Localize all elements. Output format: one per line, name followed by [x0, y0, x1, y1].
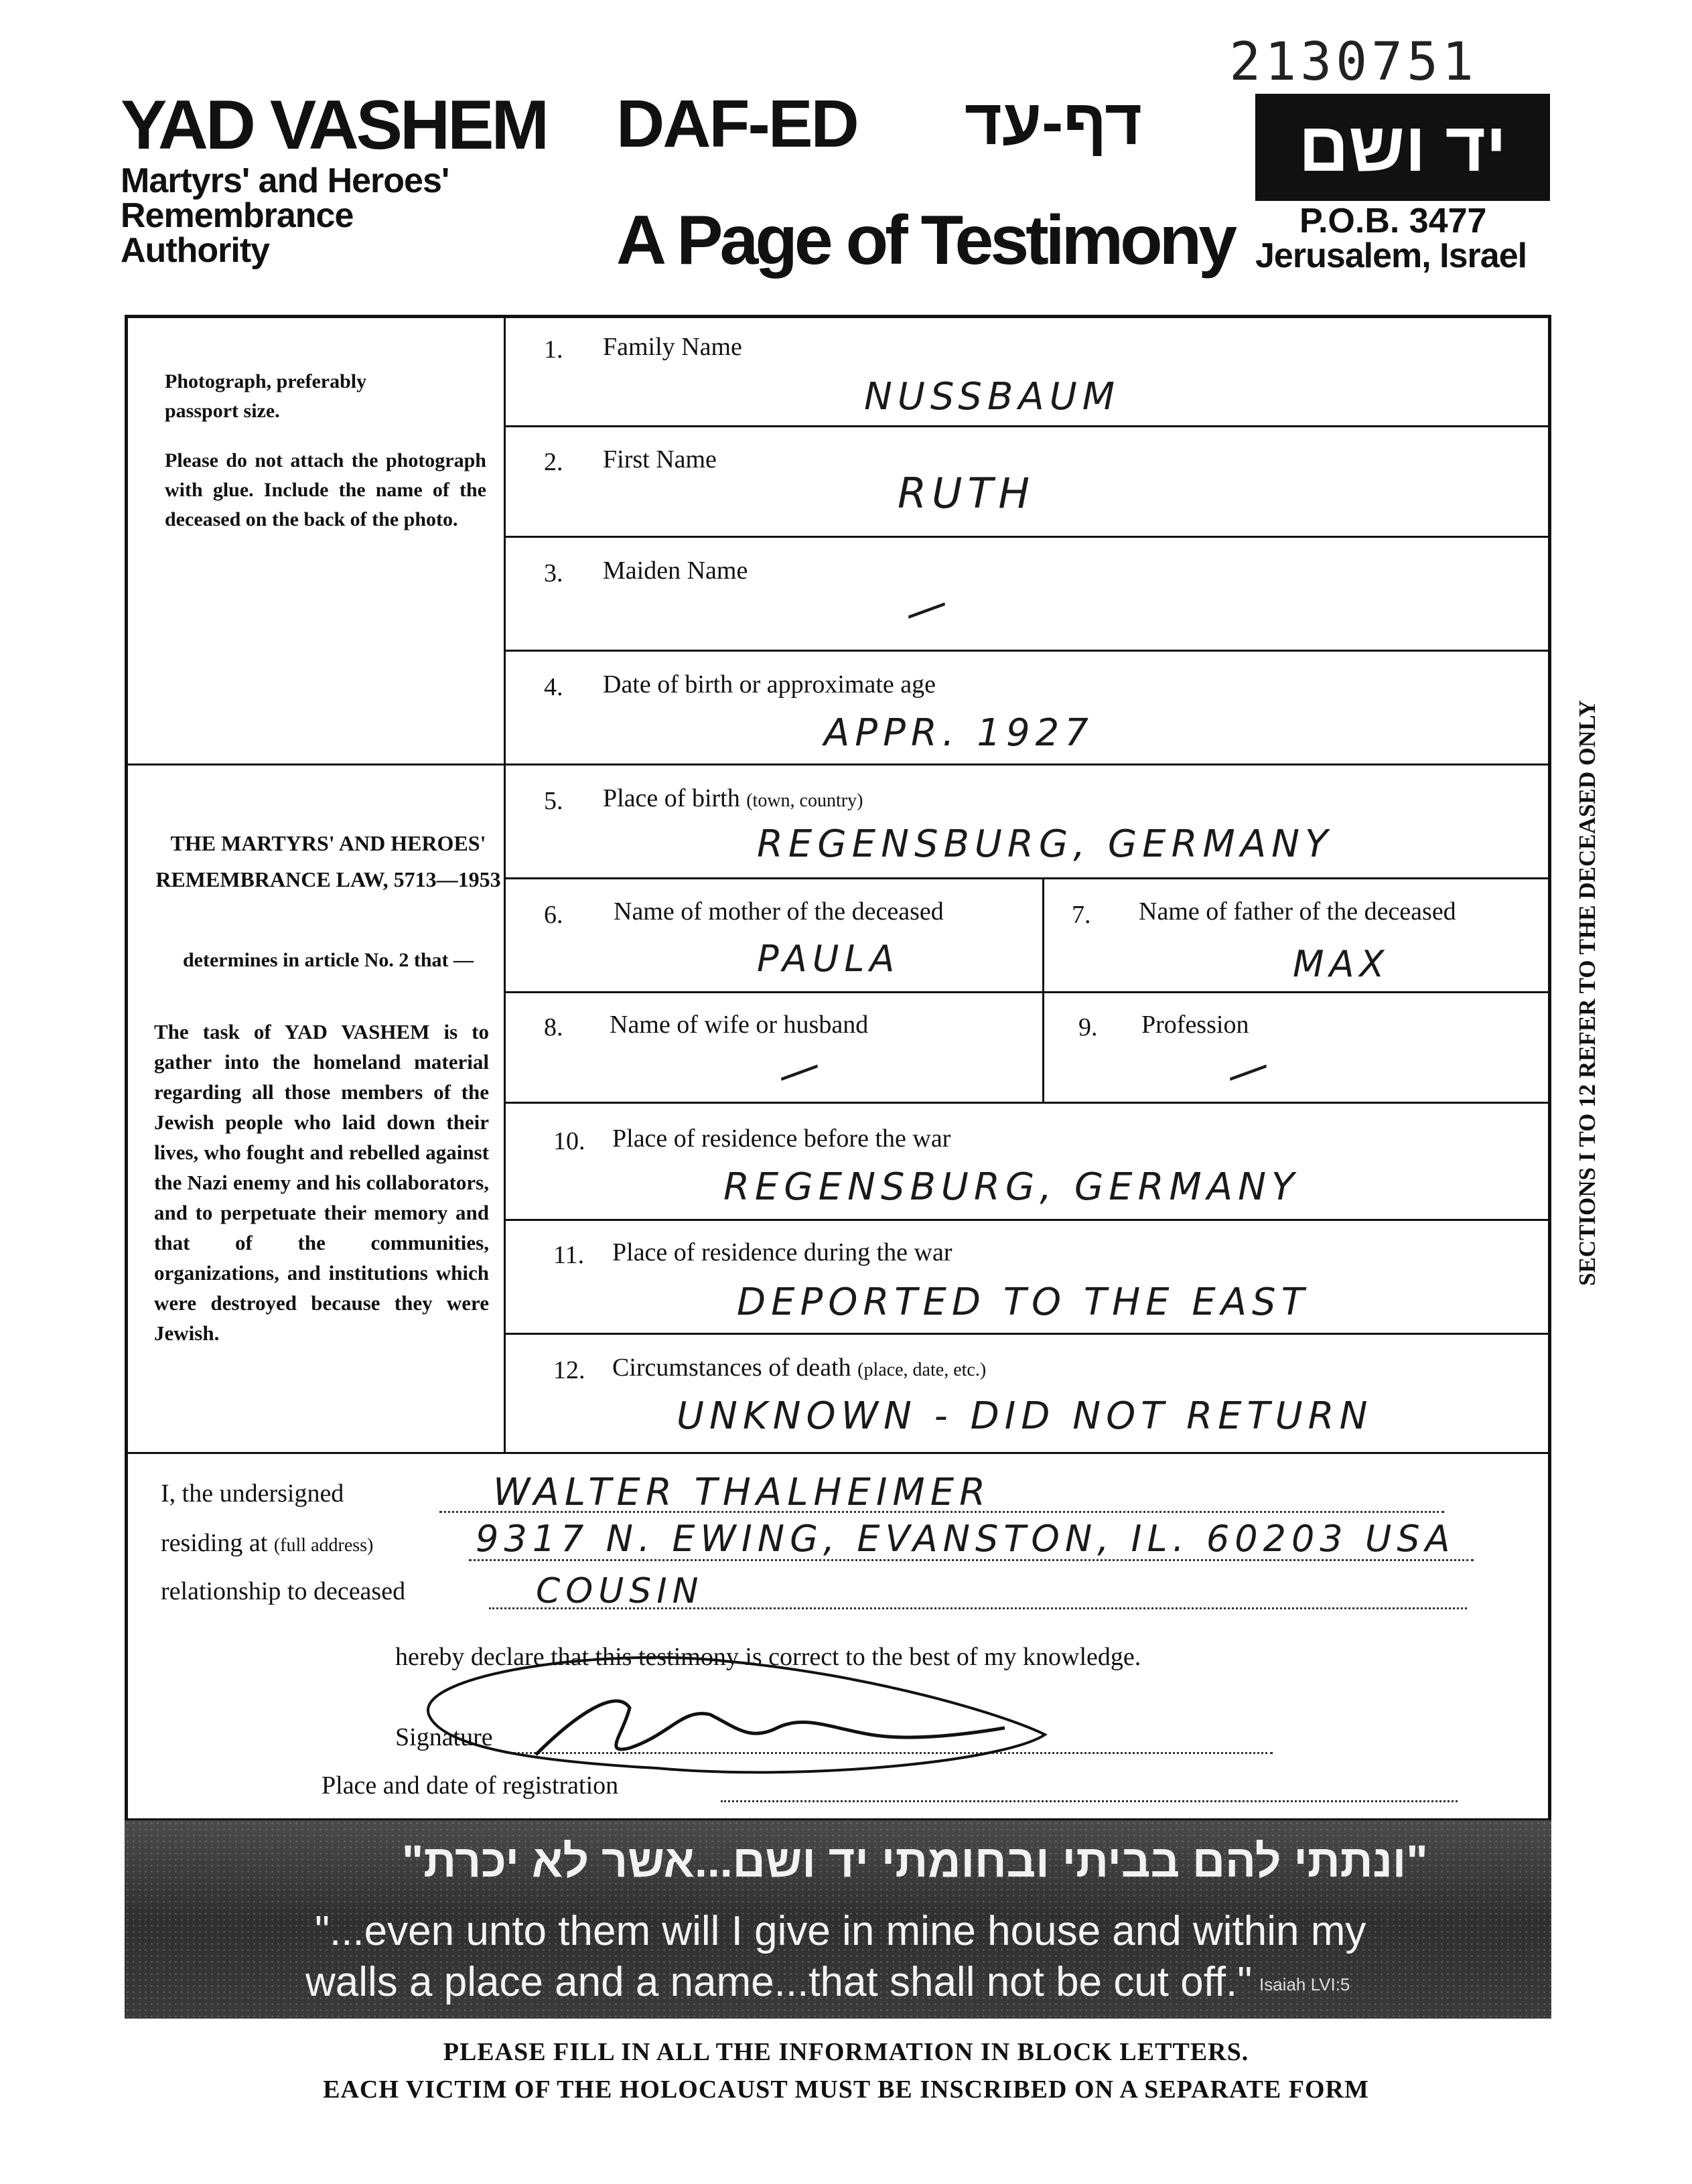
row-divider [504, 877, 1551, 879]
declaration-divider [125, 1452, 1551, 1454]
residence-during-war-value[interactable]: DEPORTED TO THE EAST [737, 1281, 1310, 1324]
field-number: 10. [553, 1127, 585, 1155]
instruction-note: EACH VICTIM OF THE HOLOCAUST MUST BE INSCRIBED ON A SEPARATE FORM [323, 2076, 1369, 2104]
photo-instructions: Please do not attach the photograph with glue. Include the name of the deceased on the back of the photo. [165, 449, 486, 530]
undersigned-label: I, the undersigned [161, 1479, 344, 1508]
photo-hint [165, 367, 446, 426]
field-label-place-of-birth [603, 784, 863, 813]
field-number: 8. [544, 1013, 563, 1041]
row-divider [504, 991, 1551, 993]
field-label-first-name: First Name [603, 445, 717, 474]
field-label-residence-before-war: Place of residence before the war [612, 1124, 951, 1153]
relationship-value[interactable]: COUSIN [536, 1571, 704, 1611]
photo-hint-line: passport size. [165, 400, 280, 422]
father-name-value[interactable]: MAX [1293, 943, 1390, 985]
org-name: YAD VASHEM [121, 86, 547, 164]
photo-section-divider [125, 763, 504, 766]
org-subtitle-line: Authority [121, 231, 270, 270]
yad-vashem-logo: יד ושם [1255, 94, 1550, 201]
field-number: 11. [553, 1241, 585, 1269]
field-number: 2. [544, 448, 563, 476]
field-number: 3. [544, 559, 563, 587]
row-divider [504, 650, 1551, 652]
first-name-value[interactable]: RUTH [898, 469, 1035, 518]
place-of-birth-value[interactable]: REGENSBURG, GERMANY [757, 822, 1334, 866]
field-label-hint: (town, country) [746, 790, 863, 811]
field-label-mother-name: Name of mother of the deceased [614, 897, 944, 926]
daf-ed-title: DAF-ED [616, 86, 857, 161]
residing-label [161, 1528, 373, 1558]
registration-line [721, 1800, 1458, 1802]
residing-value[interactable]: 9317 N. EWING, EVANSTON, IL. 60203 USA [476, 1518, 1456, 1560]
page-title: A Page of Testimony [616, 202, 1235, 279]
law-title: THE MARTYRS' AND HEROES' REMEMBRANCE LAW, 5713—1953 [155, 831, 501, 891]
city-address: Jerusalem, Israel [1255, 236, 1527, 275]
field-label-text: Place of birth [603, 784, 740, 812]
declaration-statement: hereby declare that this testimony is correct to the best of my knowledge. [395, 1643, 1141, 1671]
field-label-family-name: Family Name [603, 333, 742, 361]
maiden-name-value[interactable]: — [897, 575, 960, 640]
field-label-text: Circumstances of death [612, 1354, 851, 1382]
residing-label-text: residing at [161, 1529, 268, 1557]
left-column-divider [504, 315, 506, 1453]
field-number: 4. [544, 673, 563, 701]
banner-quote-line: walls a place and a name...that shall not be cut off." [305, 1959, 1253, 2005]
relationship-label: relationship to deceased [161, 1577, 406, 1605]
side-note-vertical: SECTIONS I TO 12 REFER TO THE DECEASED ONLY [1574, 700, 1600, 1286]
spouse-name-value[interactable]: — [770, 1037, 833, 1102]
field-number: 5. [544, 787, 563, 815]
field-label-profession: Profession [1141, 1011, 1249, 1039]
field-number: 9. [1078, 1013, 1098, 1041]
org-subtitle [121, 163, 449, 268]
signature-label: Signature [395, 1723, 493, 1751]
row-divider [504, 1219, 1551, 1221]
field-number: 12. [553, 1356, 585, 1384]
law-determines: determines in article No. 2 that — [182, 949, 474, 971]
row-divider [504, 763, 1551, 766]
mid-column-divider [1042, 877, 1044, 1102]
banner-quote-line: "...even unto them will I give in mine house and within my [315, 1908, 1366, 1954]
undersigned-value[interactable]: WALTER THALHEIMER [493, 1471, 991, 1514]
org-subtitle-line: Martyrs' and Heroes' [121, 161, 449, 200]
field-label-circumstances-of-death [612, 1353, 986, 1382]
residing-label-hint: (full address) [273, 1535, 374, 1556]
field-number: 6. [544, 901, 563, 929]
profession-value[interactable]: — [1218, 1037, 1281, 1102]
row-divider [504, 425, 1551, 427]
hebrew-daf-ed-title: דף-עד [965, 86, 1142, 158]
row-divider [504, 1102, 1551, 1104]
photo-hint-line: Photograph, preferably [165, 370, 367, 392]
banner-hebrew-quote: "ונתתי להם בביתי ובחומתי יד ושם...אשר לא יכרת" [402, 1836, 1428, 1887]
org-subtitle-line: Remembrance [121, 196, 354, 235]
law-text: The task of YAD VASHEM is to gather into the homeland material regarding all those members of the Jewish people who laid down their lives, who fought and rebelled against the Nazi enemy and his collaborators, and to perpetuate their memory and that of the communities, organizations, and institutions which were destroyed because they were Jewish. [154, 1020, 489, 1345]
po-box: P.O.B. 3477 [1299, 202, 1487, 240]
family-name-value[interactable]: NUSSBAUM [864, 375, 1121, 419]
banner-citation: Isaiah LVI:5 [1259, 1974, 1350, 1994]
field-label-maiden-name: Maiden Name [603, 557, 748, 585]
field-label-date-of-birth: Date of birth or approximate age [603, 670, 936, 699]
row-divider [504, 1333, 1551, 1335]
row-divider [504, 536, 1551, 538]
field-label-hint: (place, date, etc.) [857, 1360, 987, 1380]
field-number: 1. [544, 336, 563, 364]
field-label-spouse-name: Name of wife or husband [610, 1011, 869, 1039]
document-number: 2130751 [1229, 32, 1478, 92]
residence-before-war-value[interactable]: REGENSBURG, GERMANY [723, 1165, 1300, 1209]
field-number: 7. [1072, 901, 1091, 929]
field-label-father-name: Name of father of the deceased [1139, 897, 1456, 926]
date-of-birth-value[interactable]: APPR. 1927 [824, 711, 1094, 755]
instruction-note: PLEASE FILL IN ALL THE INFORMATION IN BLOCK LETTERS. [443, 2038, 1249, 2066]
mother-name-value[interactable]: PAULA [757, 938, 900, 980]
registration-label: Place and date of registration [322, 1771, 619, 1800]
circumstances-of-death-value[interactable]: UNKNOWN - DID NOT RETURN [677, 1394, 1373, 1438]
field-label-residence-during-war: Place of residence during the war [612, 1238, 953, 1266]
